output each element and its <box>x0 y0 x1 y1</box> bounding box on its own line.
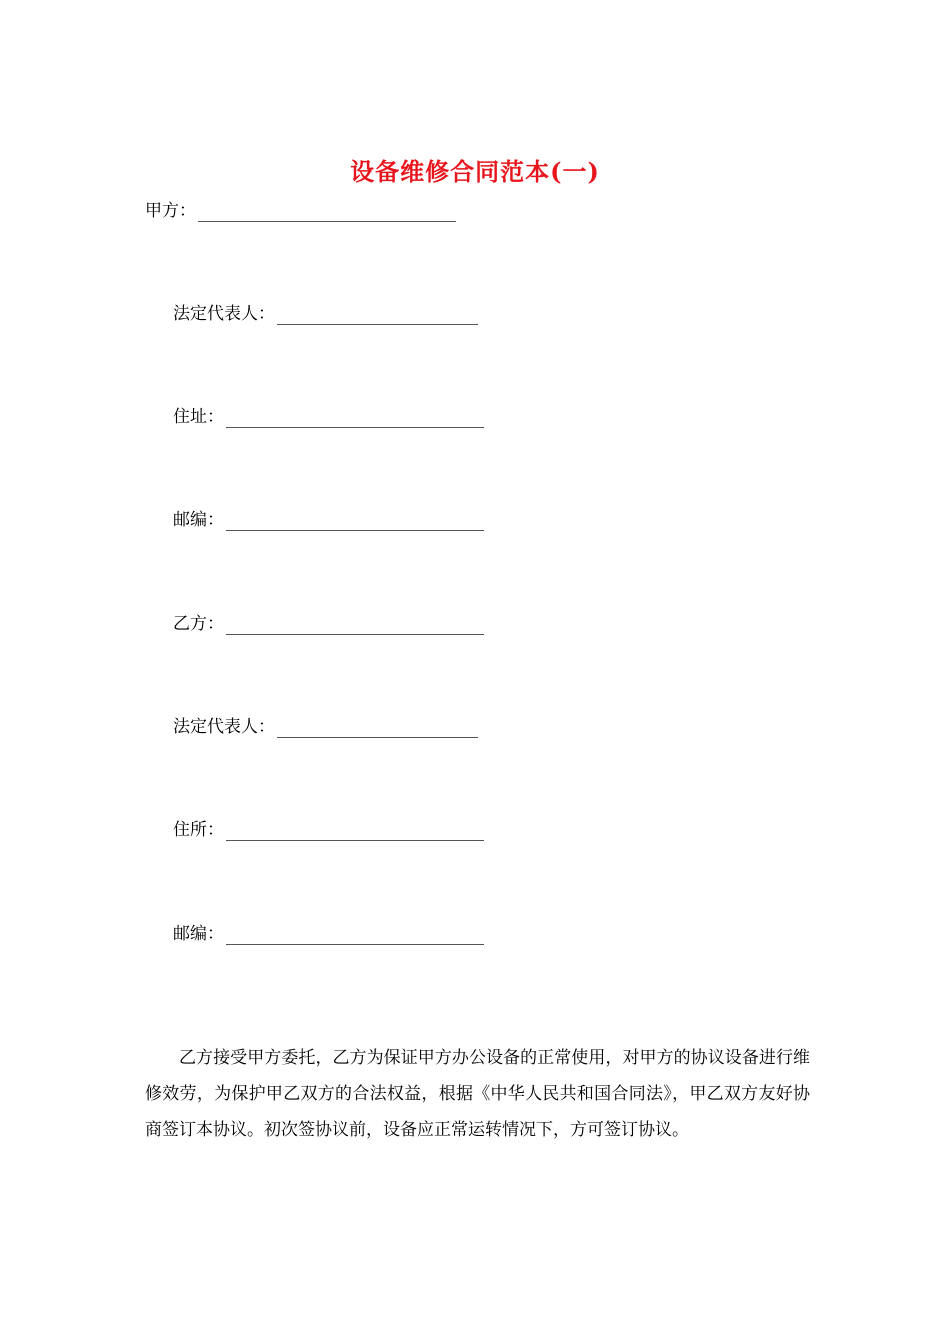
party-b-representative-field <box>173 716 478 738</box>
party-a-blank[interactable] <box>198 201 456 222</box>
party-a-postcode-field <box>173 509 484 531</box>
party-b-blank[interactable] <box>226 614 484 635</box>
party-a-field <box>145 200 456 222</box>
party-b-representative-label: 法定代表人： <box>173 717 275 737</box>
party-a-postcode-label: 邮编： <box>173 510 224 530</box>
document-title: 设备维修合同范本(一) <box>350 157 600 186</box>
party-b-postcode-blank[interactable] <box>226 924 484 945</box>
party-b-address-label: 住所： <box>173 820 224 840</box>
party-a-representative-field <box>173 303 478 325</box>
party-a-address-field <box>173 406 484 428</box>
party-b-label: 乙方： <box>173 614 224 634</box>
party-b-representative-blank[interactable] <box>277 717 478 738</box>
party-a-representative-label: 法定代表人： <box>173 304 275 324</box>
party-b-postcode-field <box>173 923 484 945</box>
party-b-address-field <box>173 819 484 841</box>
party-b-postcode-label: 邮编： <box>173 924 224 944</box>
party-b-field <box>173 613 484 635</box>
body-paragraph: 乙方接受甲方委托，乙方为保证甲方办公设备的正常使用，对甲方的协议设备进行维修效劳，为保护甲乙双方的合法权益，根据《中华人民共和国合同法》，甲乙双方友好协商签订本协议。初次签协议前，设备应正常运转情况下，方可签订协议。 <box>145 1048 810 1140</box>
party-a-representative-blank[interactable] <box>277 304 478 325</box>
party-a-address-label: 住址： <box>173 407 224 427</box>
party-b-address-blank[interactable] <box>226 820 484 841</box>
party-a-postcode-blank[interactable] <box>226 510 484 531</box>
party-a-address-blank[interactable] <box>226 407 484 428</box>
party-a-label: 甲方： <box>145 201 196 221</box>
